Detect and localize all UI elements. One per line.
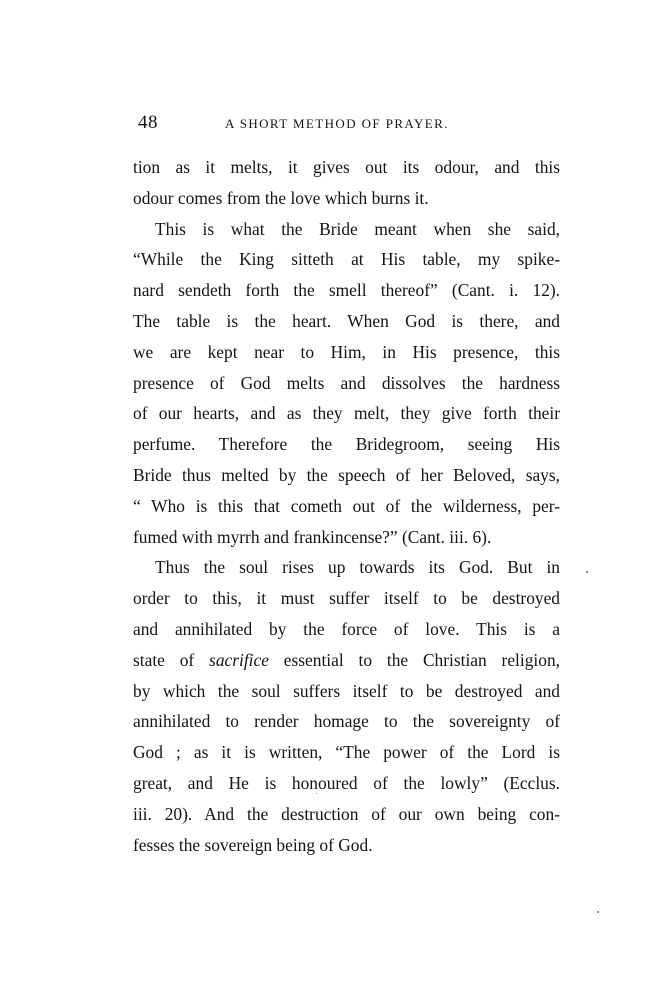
- text-line: Bride thus melted by the speech of her Beloved, says,: [133, 464, 560, 485]
- text-segment: state of: [133, 649, 210, 670]
- text-line: by which the soul suffers itself to be destroyed and: [133, 680, 560, 701]
- text-line: of our hearts, and as they melt, they give forth their: [133, 403, 560, 424]
- text-line: tion as it melts, it gives out its odour, and this: [133, 157, 560, 177]
- text-line: God ; as it is written, “The power of the Lord is: [133, 742, 560, 763]
- scan-speck: [586, 571, 588, 573]
- text-line: iii. 20). And the destruction of our own being con-: [133, 803, 560, 824]
- scan-speck: [316, 793, 317, 794]
- text-line: “ Who is this that cometh out of the wilderness, per-: [133, 495, 560, 516]
- text-line: fesses the sovereign being of God.: [133, 834, 373, 855]
- text-line: Thus the soul rises up towards its God. But in: [155, 557, 560, 578]
- text-line: perfume. Therefore the Bridegroom, seeing His: [133, 434, 560, 455]
- text-line: we are kept near to Him, in His presence, this: [133, 341, 560, 362]
- text-segment: essential to the Christian religion,: [268, 649, 560, 670]
- text-line: nard sendeth forth the smell thereof” (Cant. i. 12).: [133, 280, 560, 301]
- page-number: 48: [138, 112, 158, 133]
- text-line: and annihilated by the force of love. This is a: [133, 618, 560, 639]
- text-line: odour comes from the love which burns it.: [133, 187, 429, 208]
- text-line: order to this, it must suffer itself to be destroyed: [133, 588, 560, 609]
- text-line-with-italic: [133, 645, 560, 676]
- scan-speck: [597, 911, 599, 913]
- page-header: [132, 112, 562, 138]
- text-line: The table is the heart. When God is there, and: [133, 310, 560, 331]
- body-text: [133, 152, 560, 860]
- text-line: This is what the Bride meant when she said,: [155, 218, 560, 239]
- running-title: A SHORT METHOD OF PRAYER.: [225, 116, 449, 131]
- italic-word: sacrifice: [209, 649, 269, 670]
- text-line: “While the King sitteth at His table, my spike-: [133, 249, 560, 270]
- text-line: annihilated to render homage to the sovereignty of: [133, 711, 560, 732]
- text-line: fumed with myrrh and frankincense?” (Cant. iii. 6).: [133, 526, 492, 547]
- text-line: great, and He is honoured of the lowly” (Ecclus.: [133, 772, 560, 793]
- text-line: presence of God melts and dissolves the hardness: [133, 372, 560, 393]
